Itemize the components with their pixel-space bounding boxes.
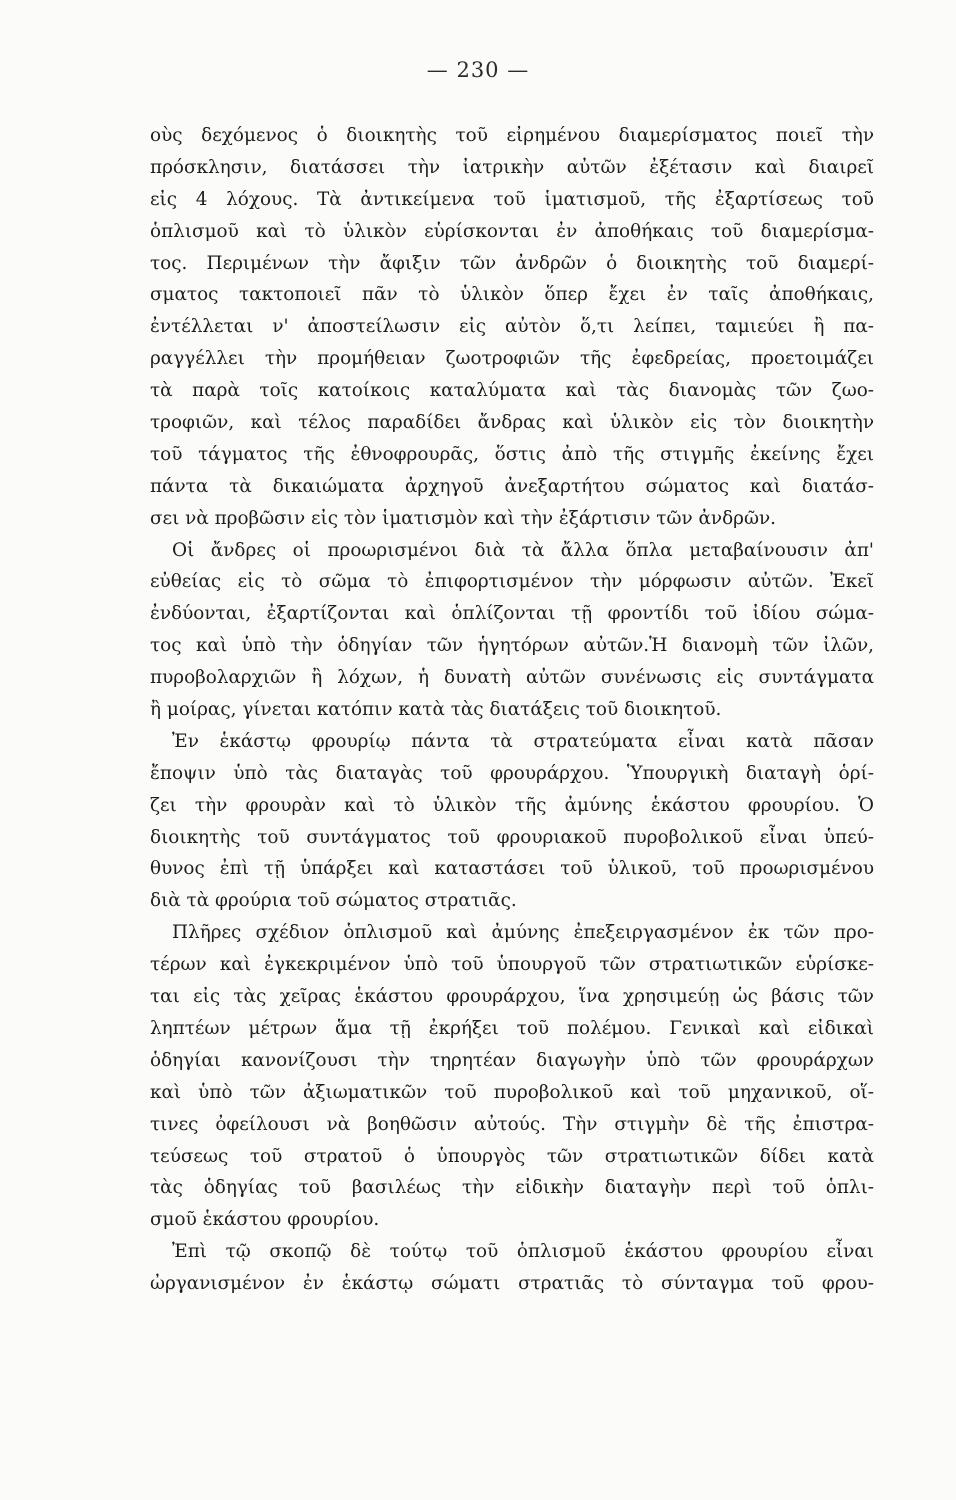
text-line: τροφιῶν, καὶ τέλος παραδίδει ἄνδρας καὶ ὑλικὸν εἰς τὸν διοικητὴν: [150, 412, 874, 434]
text-line: πρόσκλησιν, διατάσσει τὴν ἰατρικὴν αὐτῶν ἐξέτασιν καὶ διαιρεῖ: [150, 156, 874, 178]
text-line: ὠργανισμένον ἐν ἑκάστῳ σώματι στρατιᾶς τὸ σύνταγμα τοῦ φρου-: [150, 1273, 874, 1295]
text-line: ζει τὴν φρουρὰν καὶ τὸ ὑλικὸν τῆς ἀμύνης ἑκάστου φρουρίου. Ὁ: [150, 794, 874, 816]
page-number: — 230 —: [426, 58, 530, 82]
text-line: θυνος ἐπὶ τῇ ὑπάρξει καὶ καταστάσει τοῦ ὑλικοῦ, τοῦ προωρισμένου: [150, 858, 874, 880]
text-line: πυροβολαρχιῶν ἢ λόχων, ἡ δυνατὴ αὐτῶν συνένωσις εἰς συντάγματα: [150, 667, 874, 689]
text-line: ται εἰς τὰς χεῖρας ἑκάστου φρουράρχου, ἵνα χρησιμεύῃ ὡς βάσις τῶν: [150, 986, 874, 1008]
text-line: τὰ παρὰ τοῖς κατοίκοις καταλύματα καὶ τὰς διανομὰς τῶν ζωο-: [150, 380, 874, 402]
text-line: τος καὶ ὑπὸ τὴν ὁδηγίαν τῶν ἡγητόρων αὐτῶν.Ἡ διανομὴ τῶν ἰλῶν,: [150, 635, 874, 657]
paragraph-start-line: Πλῆρες σχέδιον ὁπλισμοῦ καὶ ἀμύνης ἐπεξειργασμένον ἐκ τῶν προ-: [172, 922, 874, 944]
paragraph-start-line: Ἐν ἑκάστῳ φρουρίῳ πάντα τὰ στρατεύματα εἶναι κατὰ πᾶσαν: [172, 730, 874, 752]
text-line: ἔποψιν ὑπὸ τὰς διαταγὰς τοῦ φρουράρχου. Ὑπουργικὴ διαταγὴ ὁρί-: [150, 762, 874, 784]
text-line: καὶ ὑπὸ τῶν ἀξιωματικῶν τοῦ πυροβολικοῦ καὶ τοῦ μηχανικοῦ, οἵ-: [150, 1081, 874, 1103]
text-line: διὰ τὰ φρούρια τοῦ σώματος στρατιᾶς.: [150, 890, 517, 912]
text-line: ὁπλισμοῦ καὶ τὸ ὑλικὸν εὑρίσκονται ἐν ἀποθήκαις τοῦ διαμερίσμα-: [150, 220, 874, 242]
text-line: τέρων καὶ ἐγκεκριμένον ὑπὸ τοῦ ὑπουργοῦ τῶν στρατιωτικῶν εὑρίσκε-: [150, 954, 874, 976]
text-line: σει νὰ προβῶσιν εἰς τὸν ἱματισμὸν καὶ τὴν ἐξάρτισιν τῶν ἀνδρῶν.: [150, 507, 776, 529]
text-line: τος. Περιμένων τὴν ἄφιξιν τῶν ἀνδρῶν ὁ διοικητὴς τοῦ διαμερί-: [150, 252, 874, 274]
text-line: εἰς 4 λόχους. Τὰ ἀντικείμενα τοῦ ἱματισμοῦ, τῆς ἐξαρτίσεως τοῦ: [150, 188, 874, 210]
text-line: ραγγέλλει τὴν προμήθειαν ζωοτροφιῶν τῆς ἐφεδρείας, προετοιμάζει: [150, 348, 874, 370]
text-line: πάντα τὰ δικαιώματα ἀρχηγοῦ ἀνεξαρτήτου σώματος καὶ διατάσ-: [150, 475, 874, 497]
text-line: ὁδηγίαι κανονίζουσι τὴν τηρητέαν διαγωγὴν ὑπὸ τῶν φρουράρχων: [150, 1049, 874, 1071]
text-line: ληπτέων μέτρων ἅμα τῇ ἐκρήξει τοῦ πολέμου. Γενικαὶ καὶ εἰδικαὶ: [150, 1017, 874, 1039]
text-line: διοικητὴς τοῦ συντάγματος τοῦ φρουριακοῦ πυροβολικοῦ εἶναι ὑπεύ-: [150, 826, 874, 848]
text-line: σματος τακτοποιεῖ πᾶν τὸ ὑλικὸν ὅπερ ἔχει ἐν ταῖς ἀποθήκαις,: [150, 284, 874, 306]
page-body: [150, 120, 874, 1300]
text-line: ἢ μοίρας, γίνεται κατόπιν κατὰ τὰς διατάξεις τοῦ διοικητοῦ.: [150, 699, 722, 721]
text-line: οὺς δεχόμενος ὁ διοικητὴς τοῦ εἰρημένου διαμερίσματος ποιεῖ τὴν: [150, 125, 874, 146]
text-line: εὐθείας εἰς τὸ σῶμα τὸ ἐπιφορτισμένον τὴν μόρφωσιν αὐτῶν. Ἐκεῖ: [150, 571, 874, 593]
text-line: τὰς ὁδηγίας τοῦ βασιλέως τὴν εἰδικὴν διαταγὴν περὶ τοῦ ὁπλι-: [150, 1177, 874, 1199]
text-line: τεύσεως τοῦ στρατοῦ ὁ ὑπουργὸς τῶν στρατιωτικῶν δίδει κατὰ: [150, 1145, 874, 1167]
paragraph-start-line: Ἐπὶ τῷ σκοπῷ δὲ τούτῳ τοῦ ὁπλισμοῦ ἑκάστου φρουρίου εἶναι: [172, 1241, 874, 1263]
text-line: σμοῦ ἑκάστου φρουρίου.: [150, 1209, 380, 1231]
text-line: τινες ὀφείλουσι νὰ βοηθῶσιν αὐτούς. Τὴν στιγμὴν δὲ τῆς ἐπιστρα-: [150, 1113, 874, 1135]
text-line: ἐντέλλεται ν' ἀποστείλωσιν εἰς αὐτὸν ὅ,τι λείπει, ταμιεύει ἢ πα-: [150, 316, 874, 338]
paragraph-start-line: Οἱ ἄνδρες οἱ προωρισμένοι διὰ τὰ ἄλλα ὅπλα μεταβαίνουσιν ἀπ': [172, 539, 874, 561]
text-line: ἐνδύονται, ἐξαρτίζονται καὶ ὁπλίζονται τῇ φροντίδι τοῦ ἰδίου σώμα-: [150, 603, 874, 625]
text-line: τοῦ τάγματος τῆς ἐθνοφρουρᾶς, ὅστις ἀπὸ τῆς στιγμῆς ἐκείνης ἔχει: [150, 443, 874, 465]
